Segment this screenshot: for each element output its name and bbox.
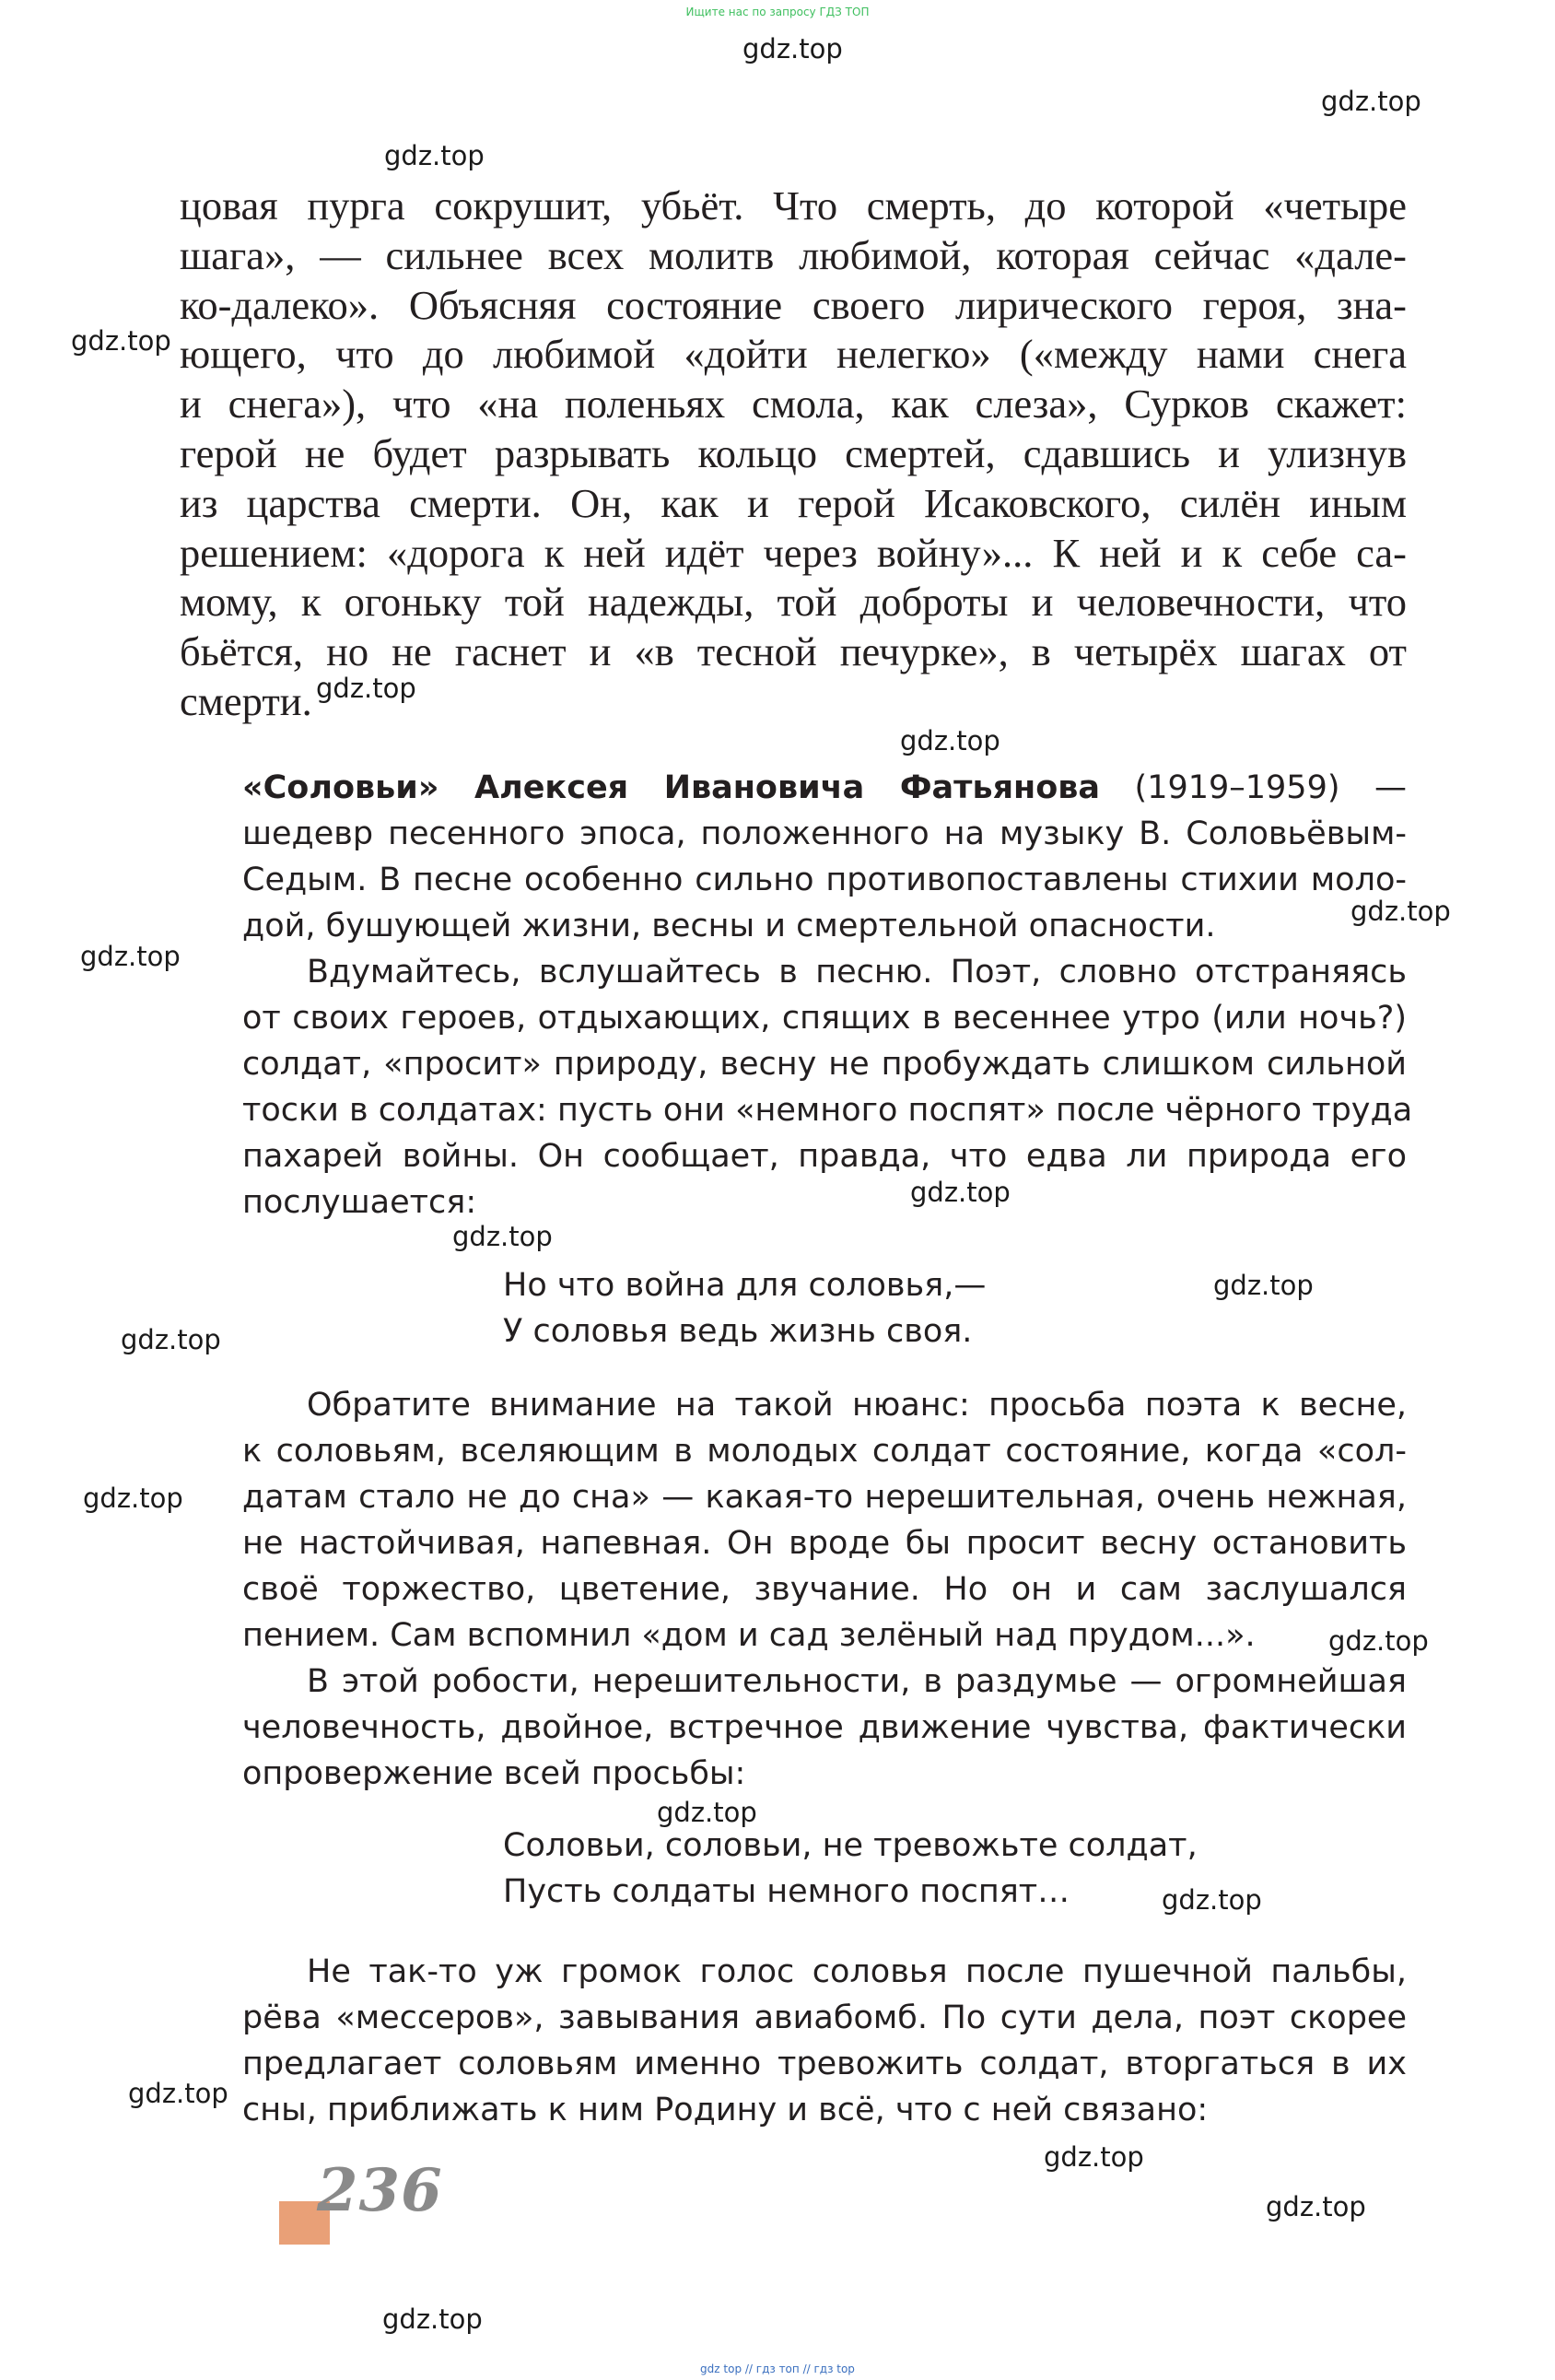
watermark: gdz.top xyxy=(316,673,416,704)
verse-line: У соловья ведь жизнь своя. xyxy=(503,1313,973,1350)
paragraph-listen xyxy=(242,949,1413,1225)
text-line: датам стало не до сна» — какая-то нерешительная, очень нежная, xyxy=(242,1479,1407,1516)
text-line: Не так-то уж громок голос соловья после пушечной пальбы, xyxy=(307,1953,1407,1990)
paragraph-nuance xyxy=(242,1382,1407,1659)
dates: (1919–1959) — xyxy=(1134,769,1407,806)
watermark: gdz.top xyxy=(83,1483,183,1514)
watermark: gdz.top xyxy=(900,725,1000,756)
verse-line: Соловьи, соловьи, не тревожьте солдат, xyxy=(503,1827,1198,1864)
text-line: и снега»), что «на поленьях смола, как слеза», Сурков скажет: xyxy=(180,381,1407,428)
text-line: послушается: xyxy=(242,1184,477,1221)
text-line: рёва «мессеров», завывания авиабомб. По сути дела, поэт скорее xyxy=(242,1999,1407,2036)
top-banner: Ищите нас по запросу ГДЗ ТОП xyxy=(685,6,870,18)
watermark: gdz.top xyxy=(382,2304,483,2335)
text-line: решением: «дорога к ней идёт через войну»... К ней и к себе са- xyxy=(180,529,1407,576)
text-line: предлагает соловьям именно тревожить солдат, вторгаться в их xyxy=(242,2046,1407,2082)
text-line: из царства смерти. Он, как и герой Исаковского, силён иным xyxy=(180,479,1407,526)
watermark: gdz.top xyxy=(910,1177,1011,1208)
watermark: gdz.top xyxy=(657,1797,757,1828)
text-line xyxy=(242,765,1407,811)
watermark: gdz.top xyxy=(121,1324,221,1355)
text-line: опровержение всей просьбы: xyxy=(242,1755,746,1792)
page-number: 236 xyxy=(317,2156,443,2225)
text-line: смерти. xyxy=(180,677,312,724)
text-line: к соловьям, вселяющим в молодых солдат состояние, когда «сол- xyxy=(242,1433,1407,1470)
watermark: gdz.top xyxy=(128,2078,228,2109)
serif-paragraph xyxy=(180,182,1407,727)
watermark: gdz.top xyxy=(1328,1625,1429,1657)
text-line: дой, бушующей жизни, весны и смертельной опасности. xyxy=(242,908,1216,944)
watermark: gdz.top xyxy=(71,325,171,357)
watermark: gdz.top xyxy=(1321,86,1421,117)
paragraph-fatyanov xyxy=(242,765,1407,949)
watermark: gdz.top xyxy=(1044,2141,1144,2173)
text-line: пахарей войны. Он сообщает, правда, что едва ли природа его xyxy=(242,1138,1407,1175)
text-line: Седым. В песне особенно сильно противопоставлены стихии моло- xyxy=(242,862,1407,898)
text-line: не настойчивая, напевная. Он вроде бы просит весну остановить xyxy=(242,1525,1407,1562)
text-line: человечность, двойное, встречное движение чувства, фактически xyxy=(242,1709,1407,1746)
watermark: gdz.top xyxy=(80,941,181,972)
text-line: тоски в солдатах: пусть они «немного поспят» после чёрного труда xyxy=(242,1092,1413,1129)
paragraph-timidity xyxy=(242,1659,1407,1797)
watermark: gdz.top xyxy=(384,140,485,171)
text-line: пением. Сам вспомнил «дом и сад зелёный над прудом...». xyxy=(242,1617,1256,1654)
text-line: цовая пурга сокрушит, убьёт. Что смерть, до которой «четыре xyxy=(180,182,1407,229)
bottom-banner: gdz top // гдз топ // гдз top xyxy=(700,2362,855,2375)
text-line: шедевр песенного эпоса, положенного на музыку В. Соловьёвым- xyxy=(242,815,1407,852)
text-line: ющего, что до любимой «дойти нелегко» («между нами снега xyxy=(180,331,1407,378)
verse-line: Пусть солдаты немного поспят… xyxy=(503,1873,1070,1910)
text-line: герой не будет разрывать кольцо смертей, сдавшись и улизнув xyxy=(180,429,1407,476)
text-line: мому, к огоньку той надежды, той доброты и человечности, что xyxy=(180,579,1407,626)
watermark: gdz.top xyxy=(1350,896,1451,927)
text-line: Обратите внимание на такой нюанс: просьба поэта к весне, xyxy=(307,1387,1407,1424)
text-line: сны, приближать к ним Родину и всё, что с ней связано: xyxy=(242,2092,1209,2128)
text-line: Вдумайтесь, вслушайтесь в песню. Поэт, словно отстраняясь xyxy=(307,954,1407,991)
text-line: В этой робости, нерешительности, в раздумье — огромнейшая xyxy=(307,1663,1407,1700)
paragraph-nightingale xyxy=(242,1949,1407,2133)
watermark: gdz.top xyxy=(1213,1270,1314,1301)
verse-line: Но что война для соловья,— xyxy=(503,1267,987,1304)
text-line: бьётся, но не гаснет и «в тесной печурке», в четырёх шагах от xyxy=(180,628,1407,675)
verse-quote xyxy=(503,1823,1198,1915)
watermark: gdz.top xyxy=(742,33,843,64)
text-line: шага», — сильнее всех молитв любимой, которая сейчас «дале- xyxy=(180,231,1407,278)
text-line: ко-далеко». Объясняя состояние своего лирического героя, зна- xyxy=(180,281,1407,328)
bold-lead: «Соловьи» Алексея Ивановича Фатьянова xyxy=(242,769,1101,806)
text-line: своё торжество, цветение, звучание. Но он и сам заслушался xyxy=(242,1571,1407,1608)
verse-quote xyxy=(503,1262,986,1354)
watermark: gdz.top xyxy=(1266,2191,1366,2222)
watermark: gdz.top xyxy=(452,1221,553,1252)
watermark: gdz.top xyxy=(1162,1884,1262,1916)
text-line: солдат, «просит» природу, весну не пробуждать слишком сильной xyxy=(242,1046,1407,1083)
text-line: от своих героев, отдыхающих, спящих в весеннее утро (или ночь?) xyxy=(242,1000,1407,1037)
